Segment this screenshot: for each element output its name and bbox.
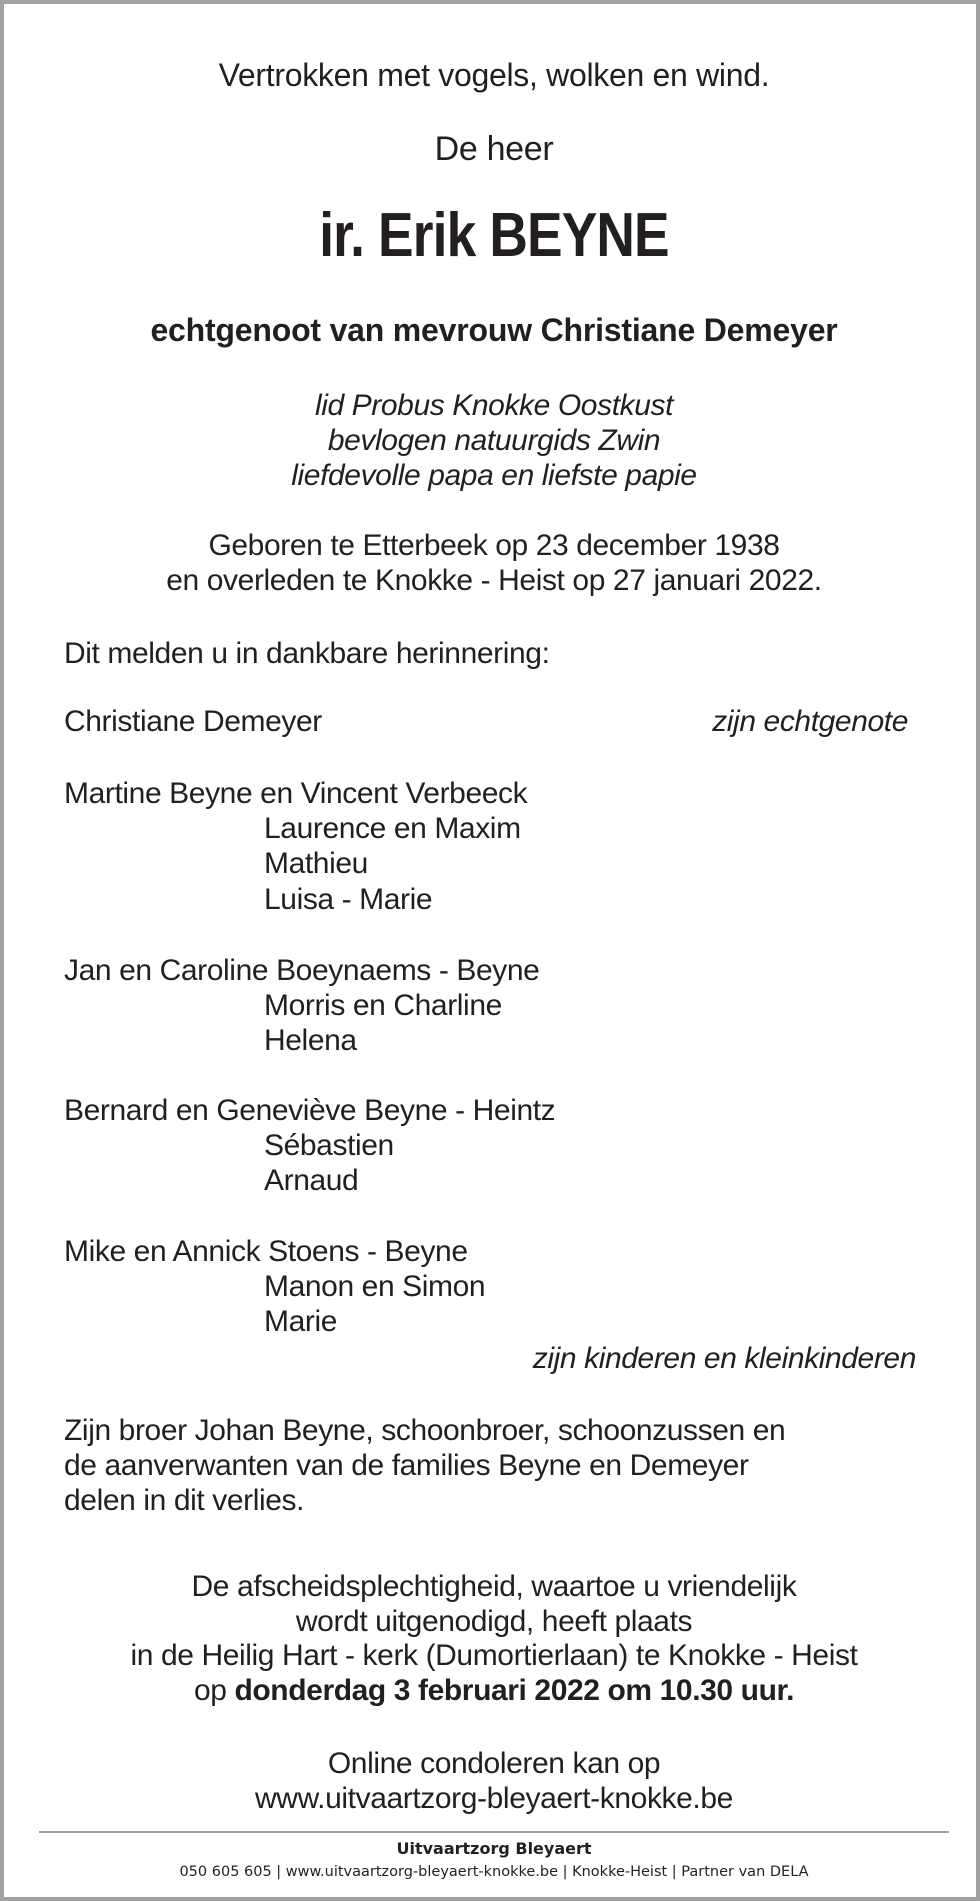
footer-divider xyxy=(39,1831,949,1833)
intro-line: Dit melden u in dankbare herinnering: xyxy=(64,637,550,670)
birth-line: Geboren te Etterbeek op 23 december 1938 xyxy=(208,529,780,562)
relatives-line: de aanverwanten van de families Beyne en Demeyer xyxy=(64,1449,749,1482)
condolence-url[interactable]: www.uitvaartzorg-bleyaert-knokke.be xyxy=(255,1782,733,1815)
family-grandchild: Helena xyxy=(264,1024,357,1057)
spouse-relation: zijn echtgenote xyxy=(712,705,908,738)
deceased-name: ir. Erik BEYNE xyxy=(319,201,669,270)
relatives-line: delen in dit verlies. xyxy=(64,1484,305,1517)
family-grandchild: Laurence en Maxim xyxy=(264,812,521,845)
family-grandchild: Morris en Charline xyxy=(264,989,502,1022)
ceremony-datetime-line xyxy=(4,1676,980,1706)
death-line: en overleden te Knokke - Heist op 27 januari 2022. xyxy=(166,564,822,597)
role-line: bevlogen natuurgids Zwin xyxy=(327,424,661,457)
family-grandchild: Luisa - Marie xyxy=(264,883,433,916)
ceremony-line: wordt uitgenodigd, heeft plaats xyxy=(295,1605,693,1638)
family-parents: Mike en Annick Stoens - Beyne xyxy=(64,1235,468,1268)
role-line: lid Probus Knokke Oostkust xyxy=(314,389,674,422)
spouse-line: echtgenoot van mevrouw Christiane Demeyer xyxy=(150,312,838,348)
family-grandchild: Arnaud xyxy=(264,1164,359,1197)
family-grandchild: Sébastien xyxy=(264,1129,394,1162)
ceremony-datetime: donderdag 3 februari 2022 om 10.30 uur. xyxy=(234,1674,795,1707)
spouse-name: Christiane Demeyer xyxy=(64,705,322,738)
footer-info: 050 605 605 | www.uitvaartzorg-bleyaert-knokke.be | Knokke-Heist | Partner van DELA xyxy=(179,1863,809,1880)
relatives-line: Zijn broer Johan Beyne, schoonbroer, schoonzussen en xyxy=(64,1414,786,1447)
family-grandchild: Mathieu xyxy=(264,847,368,880)
family-grandchild: Marie xyxy=(264,1305,338,1338)
ceremony-line: De afscheidsplechtigheid, waartoe u vriendelijk xyxy=(191,1570,797,1603)
family-parents: Martine Beyne en Vincent Verbeeck xyxy=(64,777,528,810)
family-parents: Bernard en Geneviève Beyne - Heintz xyxy=(64,1094,556,1127)
family-parents: Jan en Caroline Boeynaems - Beyne xyxy=(64,954,540,987)
footer-company: Uitvaartzorg Bleyaert xyxy=(396,1839,592,1858)
ceremony-line: in de Heilig Hart - kerk (Dumortierlaan) te Knokke - Heist xyxy=(130,1639,858,1672)
salutation: De heer xyxy=(434,130,554,168)
role-line: liefdevolle papa en liefste papie xyxy=(291,459,697,492)
condolence-label: Online condoleren kan op xyxy=(327,1747,661,1780)
children-relation: zijn kinderen en kleinkinderen xyxy=(532,1342,916,1375)
ceremony-prefix: op xyxy=(193,1674,235,1707)
motto: Vertrokken met vogels, wolken en wind. xyxy=(218,57,770,93)
family-grandchild: Manon en Simon xyxy=(264,1270,486,1303)
